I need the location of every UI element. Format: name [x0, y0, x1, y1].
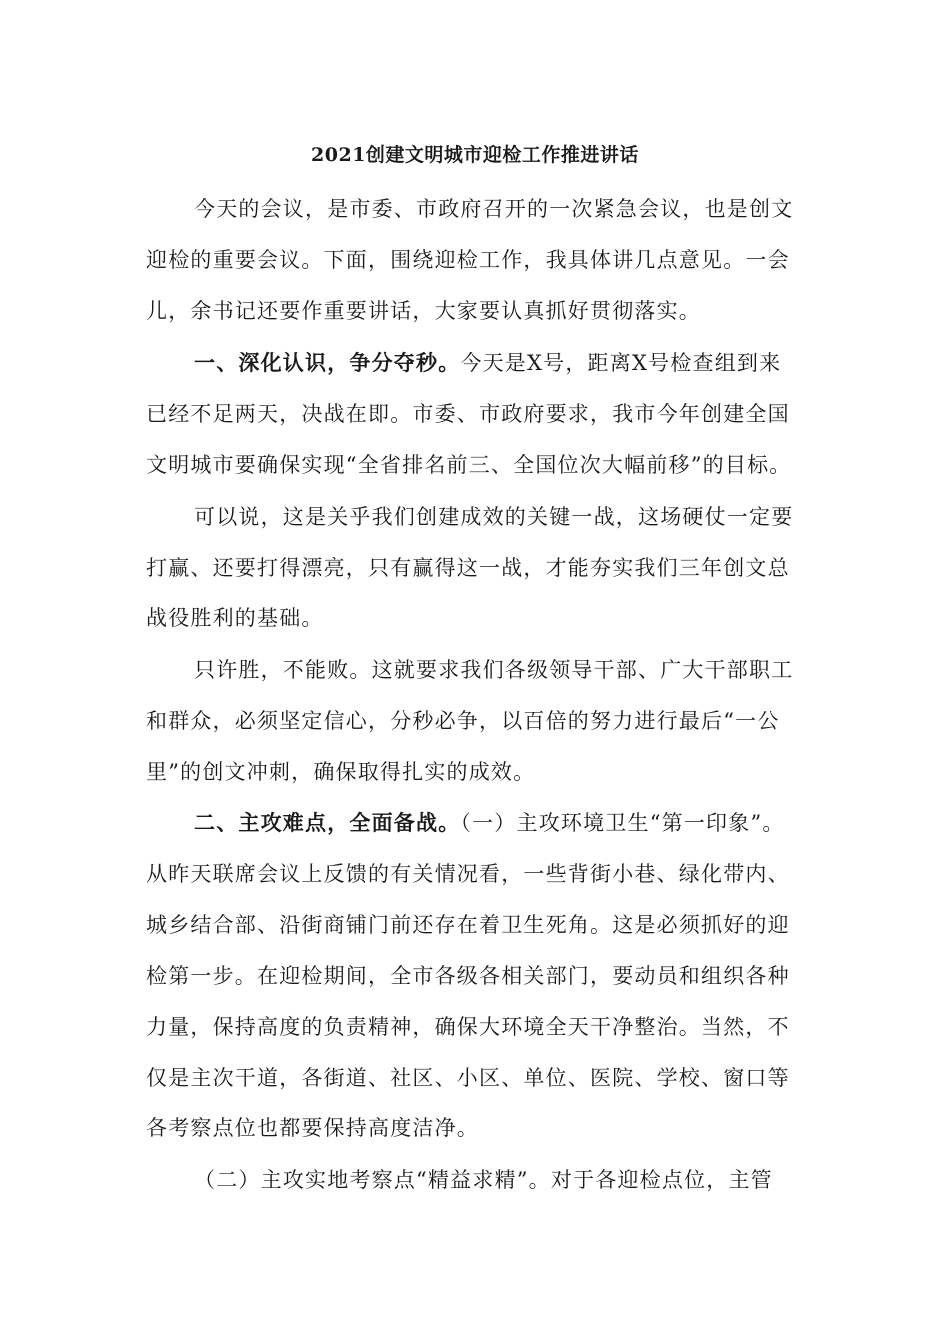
section-heading: 二、主攻难点，全面备战。	[194, 810, 461, 835]
paragraph-line: （二）主攻实地考察点“精益求精”。对于各迎检点位，主管	[194, 1168, 773, 1192]
paragraph-line: 里”的创文冲刺，确保取得扎实的成效。	[146, 760, 536, 784]
paragraph-line: 和群众，必须坚定信心，分秒必争，以百倍的努力进行最后“一公	[146, 709, 780, 733]
paragraph-text: 今天是X号，距离X号检查组到来	[460, 351, 782, 375]
paragraph-line	[194, 348, 781, 378]
paragraph-line: 儿，余书记还要作重要讲话，大家要认真抓好贯彻落实。	[146, 299, 701, 323]
document-title: 2021创建文明城市迎检工作推进讲话	[311, 144, 639, 166]
paragraph-line: 城乡结合部、沿街商铺门前还存在着卫生死角。这是必须抓好的迎	[146, 913, 790, 937]
paragraph-line: 打赢、还要打得漂亮，只有赢得这一战，才能夯实我们三年创文总	[146, 556, 790, 580]
paragraph-line: 检第一步。在迎检期间，全市各级各相关部门，要动员和组织各种	[146, 964, 790, 988]
paragraph-line: 仅是主次干道，各街道、社区、小区、单位、医院、学校、窗口等	[146, 1066, 790, 1090]
paragraph-line: 力量，保持高度的负责精神，确保大环境全天干净整治。当然，不	[146, 1015, 790, 1039]
paragraph-line: 今天的会议，是市委、市政府召开的一次紧急会议，也是创文	[194, 197, 794, 221]
section-heading: 一、深化认识，争分夺秒。	[194, 350, 461, 375]
paragraph-line: 可以说，这是关乎我们创建成效的关键一战，这场硬仗一定要	[194, 505, 794, 529]
paragraph-line: 文明城市要确保实现“全省排名前三、全国位次大幅前移”的目标。	[146, 453, 792, 477]
paragraph-line: 只许胜，不能败。这就要求我们各级领导干部、广大干部职工	[194, 658, 794, 682]
paragraph-line: 从昨天联席会议上反馈的有关情况看，一些背街小巷、绿化带内、	[146, 862, 790, 886]
paragraph-line: 各考察点位也都要保持高度洁净。	[146, 1116, 479, 1140]
paragraph-line: 已经不足两天，决战在即。市委、市政府要求，我市今年创建全国	[146, 402, 790, 426]
paragraph-text: （一）主攻环境卫生“第一印象”。	[460, 811, 785, 835]
paragraph-line: 迎检的重要会议。下面，围绕迎检工作，我具体讲几点意见。一会	[146, 248, 790, 272]
paragraph-line	[194, 808, 785, 838]
paragraph-line: 战役胜利的基础。	[146, 606, 324, 630]
